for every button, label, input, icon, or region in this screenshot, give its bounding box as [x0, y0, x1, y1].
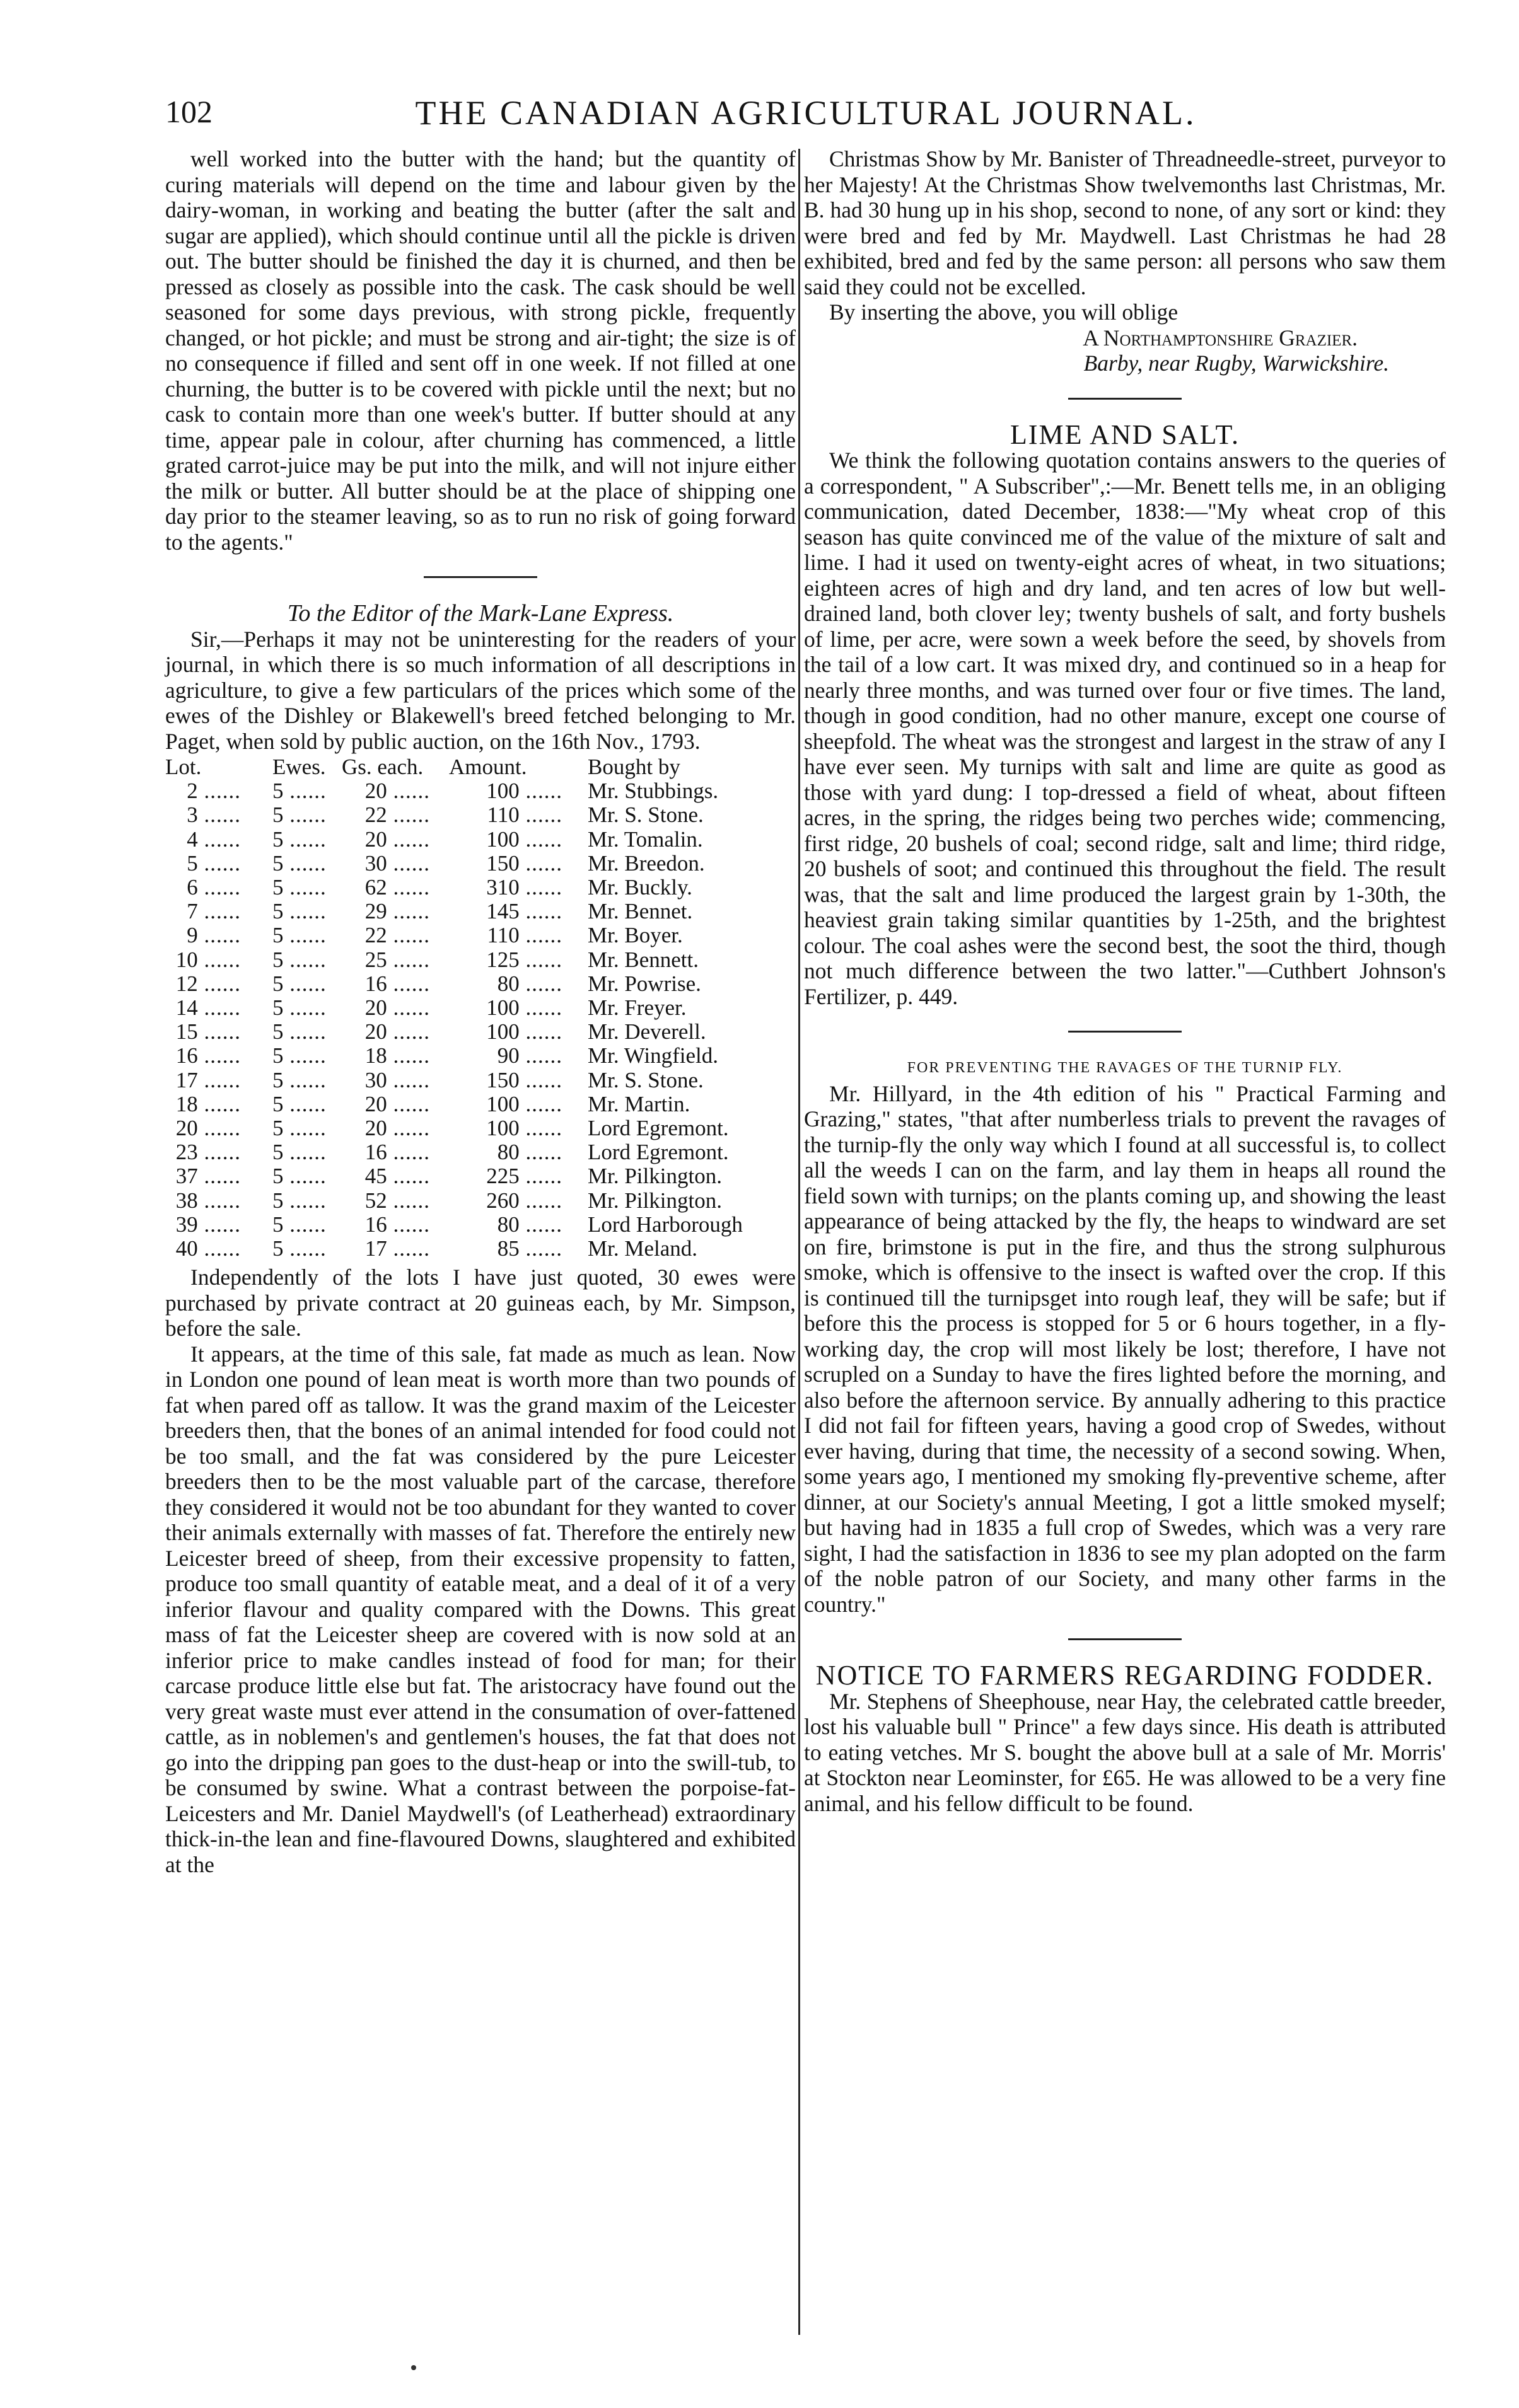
letter-heading: To the Editor of the Mark-Lane Express. — [287, 600, 674, 627]
ewe-count: 5 ...... — [260, 1213, 342, 1237]
guineas-each: 45 ...... — [342, 1164, 449, 1188]
auction-row — [165, 803, 796, 827]
ewe-count: 5 ...... — [260, 1020, 342, 1044]
buyer-name: Mr. Stubbings. — [588, 779, 719, 804]
header-amount: Amount. — [449, 755, 527, 779]
auction-row — [165, 1189, 796, 1213]
lime-salt-heading: LIME AND SALT. — [1010, 419, 1240, 450]
ewe-count: 5 ...... — [260, 1140, 342, 1164]
amount: 100 ...... — [449, 1116, 588, 1140]
header-lot: Lot. — [165, 755, 202, 779]
lot-number: 18 ...... — [165, 1092, 260, 1116]
lot-number: 5 ...... — [165, 852, 260, 876]
buyer-name: Lord Egremont. — [588, 1116, 729, 1141]
ewe-count: 5 ...... — [260, 1164, 342, 1188]
buyer-name: Mr. Tomalin. — [588, 826, 703, 852]
amount: 260 ...... — [449, 1189, 588, 1213]
ewe-count: 5 ...... — [260, 948, 342, 972]
lot-number: 15 ...... — [165, 1020, 260, 1044]
amount: 100 ...... — [449, 1092, 588, 1116]
amount: 150 ...... — [449, 852, 588, 876]
buyer-name: Mr. Meland. — [588, 1236, 698, 1261]
amount: 100 ...... — [449, 1020, 588, 1044]
buyer-name: Mr. Pilkington. — [588, 1164, 722, 1189]
lot-number: 2 ...... — [165, 779, 260, 803]
amount: 100 ...... — [449, 779, 588, 803]
guineas-each: 52 ...... — [342, 1189, 449, 1213]
guineas-each: 20 ...... — [342, 828, 449, 852]
buyer-name: Mr. Martin. — [588, 1091, 690, 1116]
guineas-each: 16 ...... — [342, 972, 449, 996]
guineas-each: 30 ...... — [342, 852, 449, 876]
auction-row — [165, 1140, 796, 1164]
auction-row — [165, 1092, 796, 1116]
auction-row — [165, 828, 796, 852]
turnip-fly-paragraph: Mr. Hillyard, in the 4th edition of his " Practical Farming and Grazing," states, "that after numberless trials to prevent the ravages of the turnip-fly the only way which I found at all successful is, to collect all the weeds I can on the farm, and lay them in heaps all round the field sown with turnips; on the plants coming up, and showing the least appearance of being attacked by the fly, the heaps to windward are set on fire, brimstone is put in the fire, and thus the strong sulphurous smoke, which is offensive to the insect is wafted over the crop. If this is continued till the turnipsget into rough leaf, they will be safe; but if before this the process is stopped for 5 or 6 hours together, in a fly-working day, the crop will most likely be lost; therefore, I have not scrupled on a Sunday to have the fires lighted before the morning, and also before the afternoon service. By annually adhering to this practice I did not fail for fifteen years, having a good crop of Swedes, without ever having, during that time, the necessity of a second sowing. When, some years ago, I mentioned my smoking fly-preventive scheme, after dinner, at our Society's annual Meeting, I got a little smoked myself; but having had in 1835 a full crop of Swedes, which was a very rare sight, I had the satisfaction in 1836 to see my plan adopted on the farm of the noble patron of our Society, and many other farms in the country." — [804, 1080, 1446, 1617]
guineas-each: 17 ...... — [342, 1237, 449, 1261]
auction-row — [165, 779, 796, 803]
amount: 85 ...... — [449, 1237, 588, 1261]
letter-signature: A Northamptonshire Grazier. — [1083, 325, 1358, 350]
auction-table-body — [165, 779, 796, 1261]
ewe-count: 5 ...... — [260, 1068, 342, 1092]
ewe-count: 5 ...... — [260, 1116, 342, 1140]
lot-number: 23 ...... — [165, 1140, 260, 1164]
lime-salt-paragraph: We think the following quotation contains answers to the queries of a correspondent, " A Subscriber",:—Mr. Benett tells me, in an obliging communication, dated December, 1838:—"My wheat crop of this season has quite convinced me of the value of the mixture of salt and lime. I had it used on twenty-eight acres of wheat, in two situations; eighteen acres of high and dry land, and ten acres of low but well-drained land, both clover ley; twenty bushels of salt, and forty bushels of lime, per acre, were sown a week before the seed, by shovels from the tail of a low cart. It was mixed dry, and continued so in a heap for nearly three months, and was turned over four or five times. The land, though in good condition, had no other manure, except one course of sheepfold. The wheat was the strongest and largest in the straw of any I have ever seen. My turnips with salt and lime are quite as good as those with yard dung: I top-dressed a field of wheat, about fifteen acres, in the spring, the ridges being two perches wide; commencing, first ridge, 20 bushels of coal; second ridge, salt and lime; third ridge, 20 bushels of soot; and continued this throughout the field. The result was, that the salt and lime produced the largest grain by 1-30th, the heaviest grain taking similar quantities by 1-25th, and the brightest colour. The coal ashes were the second best, the soot the third, though not much difference between the two latter."—Cuthbert Johnson's Fertilizer, p. 449. — [804, 448, 1446, 1009]
ewe-count: 5 ...... — [260, 1044, 342, 1068]
auction-table-header — [165, 755, 796, 779]
amount: 80 ...... — [449, 972, 588, 996]
ewe-count: 5 ...... — [260, 779, 342, 803]
amount: 110 ...... — [449, 803, 588, 827]
header-gs-each: Gs. each. — [342, 755, 424, 779]
lot-number: 20 ...... — [165, 1116, 260, 1140]
column-divider — [798, 149, 800, 2335]
left-column — [165, 146, 796, 1877]
auction-row — [165, 1116, 796, 1140]
lot-number: 17 ...... — [165, 1068, 260, 1092]
header-bought-by: Bought by — [588, 755, 680, 779]
lot-number: 38 ...... — [165, 1189, 260, 1213]
guineas-each: 22 ...... — [342, 803, 449, 827]
buyer-name: Mr. Bennett. — [588, 947, 699, 972]
ewe-count: 5 ...... — [260, 1237, 342, 1261]
guineas-each: 18 ...... — [342, 1044, 449, 1068]
auction-row — [165, 1020, 796, 1044]
amount: 110 ...... — [449, 923, 588, 947]
amount: 100 ...... — [449, 828, 588, 852]
auction-row — [165, 900, 796, 923]
lot-number: 39 ...... — [165, 1213, 260, 1237]
lot-number: 3 ...... — [165, 803, 260, 827]
ewe-count: 5 ...... — [260, 972, 342, 996]
lot-number: 7 ...... — [165, 900, 260, 923]
ewe-count: 5 ...... — [260, 900, 342, 923]
auction-row — [165, 1068, 796, 1092]
lot-number: 14 ...... — [165, 996, 260, 1020]
buyer-name: Mr. Pilkington. — [588, 1188, 722, 1213]
guineas-each: 20 ...... — [342, 1020, 449, 1044]
amount: 310 ...... — [449, 876, 588, 900]
lot-number: 6 ...... — [165, 876, 260, 900]
section-rule — [1068, 1638, 1182, 1640]
ewe-count: 5 ...... — [260, 876, 342, 900]
lot-number: 12 ...... — [165, 972, 260, 996]
page-number: 102 — [165, 94, 212, 129]
amount: 100 ...... — [449, 996, 588, 1020]
buyer-name: Mr. Deverell. — [588, 1019, 706, 1045]
lot-number: 10 ...... — [165, 948, 260, 972]
buyer-name: Mr. Boyer. — [588, 923, 683, 948]
amount: 225 ...... — [449, 1164, 588, 1188]
buyer-name: Lord Harborough — [588, 1212, 743, 1237]
auction-row — [165, 1164, 796, 1188]
section-rule — [1068, 1031, 1182, 1033]
butter-paragraph: well worked into the butter with the hand; but the quantity of curing materials will depend on the time and labour given by the dairy-woman, in working and beating the butter (after the salt and sugar are applied), which should continue until all the pickle is driven out. The butter should be finished the day it is churned, and then be pressed as closely as possible into the cask. The cask should be well seasoned for some days previous, with strong pickle, frequently changed, or hot pickle; and must be strong and air-tight; the size is of no consequence if filled and sent off in one week. If not filled at one churning, the butter is to be covered with pickle until the next; but no cask to contain more than one week's butter. If butter should at any time, appear pale in colour, after churning has commenced, a little grated carrot-juice may be put into the milk, and will not injure either the milk or butter. All butter should be at the place of shipping one day prior to the steamer leaving, so as to run no risk of going forward to the agents." — [165, 146, 796, 555]
buyer-name: Mr. Powrise. — [588, 971, 701, 996]
guineas-each: 30 ...... — [342, 1068, 449, 1092]
buyer-name: Mr. Freyer. — [588, 995, 687, 1021]
guineas-each: 29 ...... — [342, 900, 449, 923]
ewe-count: 5 ...... — [260, 923, 342, 947]
guineas-each: 20 ...... — [342, 1092, 449, 1116]
lot-number: 37 ...... — [165, 1164, 260, 1188]
auction-row — [165, 948, 796, 972]
guineas-each: 16 ...... — [342, 1213, 449, 1237]
section-rule — [424, 576, 537, 578]
ewe-count: 5 ...... — [260, 996, 342, 1020]
buyer-name: Mr. Bennet. — [588, 899, 693, 924]
page-header — [165, 93, 1446, 150]
amount: 90 ...... — [449, 1044, 588, 1068]
buyer-name: Mr. S. Stone. — [588, 802, 704, 828]
ewe-count: 5 ...... — [260, 1092, 342, 1116]
amount: 80 ...... — [449, 1213, 588, 1237]
buyer-name: Lord Egremont. — [588, 1140, 729, 1165]
turnip-fly-heading: FOR PREVENTING THE RAVAGES OF THE TURNIP FLY. — [907, 1060, 1343, 1076]
oblige-line: By inserting the above, you will oblige — [829, 299, 1179, 325]
guineas-each: 20 ...... — [342, 1116, 449, 1140]
buyer-name: Mr. S. Stone. — [588, 1067, 704, 1092]
letter-place: Barby, near Rugby, Warwickshire. — [1083, 350, 1389, 376]
guineas-each: 16 ...... — [342, 1140, 449, 1164]
running-title: THE CANADIAN AGRICULTURAL JOURNAL. — [415, 94, 1197, 132]
buyer-name: Mr. Breedon. — [588, 850, 705, 876]
auction-row — [165, 1237, 796, 1261]
fodder-paragraph: Mr. Stephens of Sheephouse, near Hay, the celebrated cattle breeder, lost his valuable bull " Prince" a few days since. His death is attributed to eating vetches. Mr S. bought the above bull at a sale of Mr. Morris' at Stockton near Leominster, for £65. He was allowed to be a very fine animal, and his fellow difficult to be found. — [804, 1688, 1446, 1816]
section-rule — [1068, 398, 1182, 400]
auction-row — [165, 852, 796, 876]
amount: 125 ...... — [449, 948, 588, 972]
ink-speck — [411, 2365, 416, 2370]
guineas-each: 20 ...... — [342, 779, 449, 803]
auction-table — [165, 755, 796, 1261]
auction-row — [165, 972, 796, 996]
buyer-name: Mr. Wingfield. — [588, 1043, 718, 1068]
lot-number: 9 ...... — [165, 923, 260, 947]
ewe-count: 5 ...... — [260, 828, 342, 852]
guineas-each: 25 ...... — [342, 948, 449, 972]
ewe-count: 5 ...... — [260, 1189, 342, 1213]
auction-row — [165, 1213, 796, 1237]
amount: 145 ...... — [449, 900, 588, 923]
auction-row — [165, 996, 796, 1020]
header-ewes: Ewes. — [272, 755, 326, 779]
lot-number: 4 ...... — [165, 828, 260, 852]
lot-number: 40 ...... — [165, 1237, 260, 1261]
guineas-each: 62 ...... — [342, 876, 449, 900]
lot-number: 16 ...... — [165, 1044, 260, 1068]
letter-intro: Sir,—Perhaps it may not be uninteresting for the readers of your journal, in which there is so much information of all descriptions in agriculture, to give a few particulars of the prices which some of the ewes of the Dishley or Blakewell's breed fetched belonging to Mr. Paget, when sold by public auction, on the 16th Nov., 1793. — [165, 626, 796, 754]
private-contract-paragraph: Independently of the lots I have just quoted, 30 ewes were purchased by private contract at 20 guineas each, by Mr. Simpson, before the sale. — [165, 1265, 796, 1341]
guineas-each: 20 ...... — [342, 996, 449, 1020]
christmas-show-paragraph: Christmas Show by Mr. Banister of Threadneedle-street, purveyor to her Majesty! At the Christmas Show twelvemonths last Christmas, Mr. B. had 30 hung up in his shop, second to none, of any sort or kind: they were bred and fed by Mr. Maydwell. Last Christmas he had 28 exhibited, bred and fed by the same person: all persons who saw them said they could not be excelled. — [804, 146, 1446, 299]
fodder-heading: NOTICE TO FARMERS REGARDING FODDER. — [815, 1660, 1435, 1691]
amount: 150 ...... — [449, 1068, 588, 1092]
guineas-each: 22 ...... — [342, 923, 449, 947]
right-column — [804, 146, 1446, 1816]
auction-row — [165, 1044, 796, 1068]
auction-row — [165, 923, 796, 947]
buyer-name: Mr. Buckly. — [588, 875, 692, 900]
amount: 80 ...... — [449, 1140, 588, 1164]
leicester-fat-paragraph: It appears, at the time of this sale, fat made as much as lean. Now in London one pound of lean meat is worth more than two pounds of fat when pared off as tallow. It was the grand maxim of the Leicester breeders then, that the bones of an animal intended for food could not be too small, and the fat was considered by the pure Leicester breeders then to be the most valuable part of the carcase, therefore they considered it would not be too abundant for they wanted to cover their animals externally with masses of fat. Therefore the entirely new Leicester breed of sheep, from their excessive propensity to fatten, produce too small quantity of eatable meat, and a deal of it of a very inferior flavour and quality compared with the Downs. This great mass of fat the Leicester sheep are covered with is now sold at an inferior price to make candles instead of food for man; for their carcase produce little else but fat. The aristocracy have found out the very great waste must ever attend in the consumation of over-fattened cattle, as in noblemen's and gentlemen's houses, the fat that does not go into the dripping pan goes to the dust-heap or into the swill-tub, to be consumed by swine. What a contrast between the porpoise-fat-Leicesters and Mr. Daniel Maydwell's (of Leatherhead) extraordinary thick-in-the lean and fine-flavoured Downs, slaughtered and exhibited at the — [165, 1341, 796, 1877]
ewe-count: 5 ...... — [260, 803, 342, 827]
auction-row — [165, 876, 796, 900]
ewe-count: 5 ...... — [260, 852, 342, 876]
